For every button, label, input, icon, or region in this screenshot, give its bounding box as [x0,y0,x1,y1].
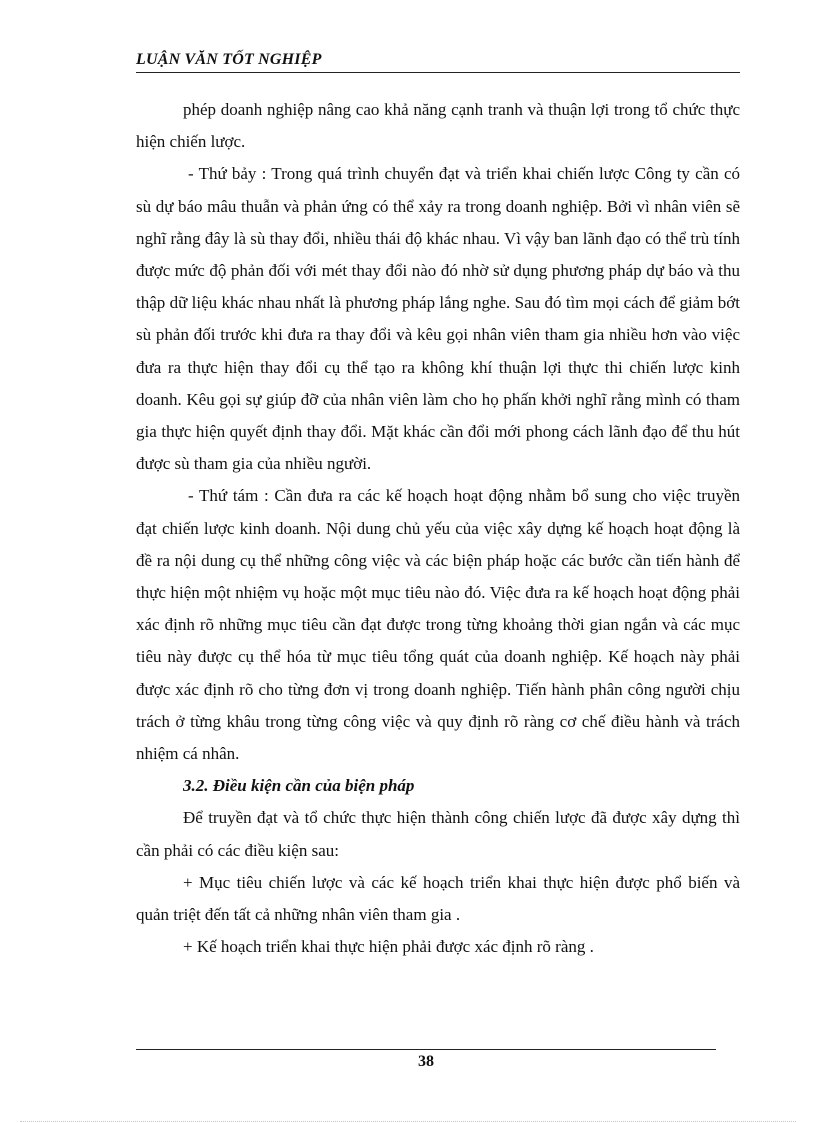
page-number: 38 [418,1053,434,1070]
section-paragraph-3: + Kế hoạch triển khai thực hiện phải được xác định rõ ràng . [183,937,594,957]
body-paragraph-2: - Thứ bảy : Trong quá trình chuyển đạt và triển khai chiến lược Công ty cần có sù dự báo mâu thuẫn và phản ứng có thể xảy ra trong doanh nghiệp. Bởi vì nhân viên sẽ nghĩ rằng đây là sù thay đổi, nhiều thái độ khác nhau. Vì vậy ban lãnh đạo có thể trù tính được mức độ phản đối với mét thay đổi nào đó nhờ sử dụng phương pháp dự báo và thu thập dữ liệu khác nhau nhất là phương pháp lắng nghe. Sau đó tìm mọi cách để giảm bớt sù phản đối trước khi đưa ra thay đổi và kêu gọi nhân viên tham gia nhiều hơn vào việc đưa ra thực hiện thay đổi cụ thể tạo ra không khí thuận lợi thực thi chiến lược kinh doanh. Kêu gọi sự giúp đỡ của nhân viên làm cho họ phấn khởi nghĩ rằng mình có tham gia thực hiện quyết định thay đổi. Mặt khác cần đổi mới phong cách lãnh đạo để thu hút được sù tham gia của nhiều người. [136,164,740,474]
page-edge-dotted-line [20,1121,796,1122]
body-paragraph-1: phép doanh nghiệp nâng cao khả năng cạnh tranh và thuận lợi trong tổ chức thực hiện chiến lược. [136,100,740,152]
section-paragraph-2: + Mục tiêu chiến lược và các kế hoạch triển khai thực hiện được phổ biến và quản triệt đến tất cả những nhân viên tham gia . [136,872,740,925]
header-title: LUẬN VĂN TỐT NGHIỆP [136,51,322,68]
footer-divider [136,1049,716,1050]
section-heading: 3.2. Điều kiện cần của biện pháp [183,776,415,796]
page-header [136,50,740,73]
page-body [136,94,740,963]
body-paragraph-3: - Thứ tám : Cần đưa ra các kế hoạch hoạt động nhằm bổ sung cho việc truyền đạt chiến lược kinh doanh. Nội dung chủ yếu của việc xây dựng kế hoạch hoạt động là đề ra nội dung cụ thể những công việc và các biện pháp hoặc các bước cần tiến hành để thực hiện một nhiệm vụ hoặc một mục tiêu nào đó. Việc đưa ra kế hoạch hoạt động phải xác định rõ những mục tiêu cần đạt được trong từng khoảng thời gian ngắn và các mục tiêu này được cụ thể hóa từ mục tiêu tổng quát của doanh nghiệp. Kế hoạch này phải được xác định rõ cho từng đơn vị trong doanh nghiệp. Tiến hành phân công người chịu trách ở từng khâu trong từng công việc và quy định rõ ràng cơ chế điều hành và trách nhiệm cá nhân. [136,486,740,764]
section-paragraph-1: Để truyền đạt và tổ chức thực hiện thành công chiến lược đã được xây dựng thì cần phải có các điều kiện sau: [136,808,740,860]
